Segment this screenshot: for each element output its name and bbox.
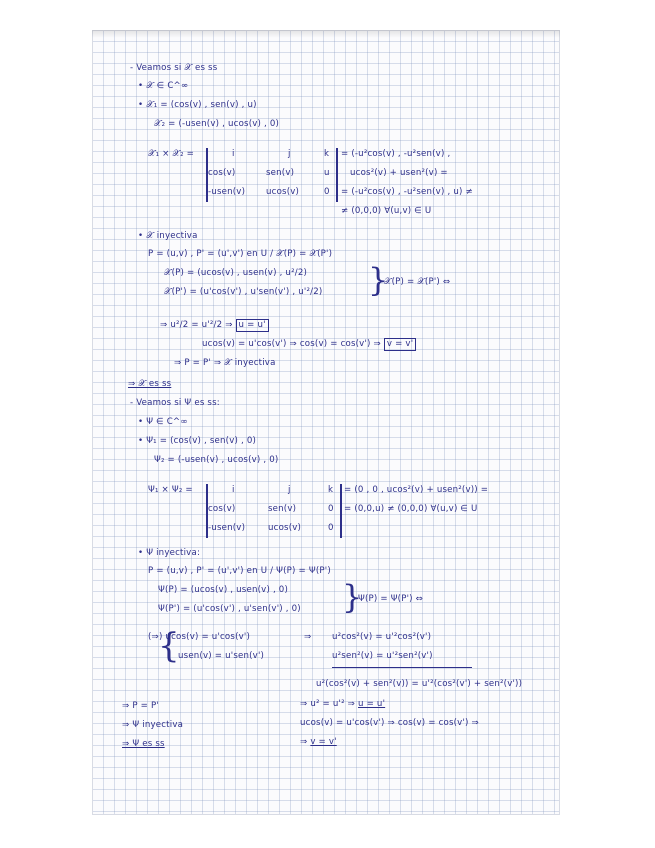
matrix2-r1c2: j — [288, 485, 291, 495]
section2-y1: • Ψ₁ = (cos(v) , sen(v) , 0) — [138, 436, 257, 446]
page-shadow — [92, 30, 560, 38]
section2-sum-rule — [332, 667, 472, 668]
matrix2-r3c3: 0 — [328, 523, 334, 533]
section1-u-line — [160, 317, 269, 333]
section2-eq-b: usen(v) = u'sen(v') — [178, 651, 265, 661]
section1-x1: • 𝒳₁ = (cos(v) , sen(v) , u) — [138, 100, 257, 110]
matrix2-r1c3: k — [328, 485, 334, 495]
section2-cross-lhs: Ψ₁ × Ψ₂ = — [148, 485, 193, 495]
section2-inj-title: • Ψ inyectiva: — [138, 548, 201, 558]
section2-conclusion-text: ⇒ Ψ es ss — [122, 739, 165, 749]
section2-uu-line — [300, 696, 385, 712]
matrix1-r1c2: j — [288, 149, 291, 159]
section2-y2: Ψ₂ = (-usen(v) , ucos(v) , 0) — [154, 455, 279, 465]
section2-p-def: P = (u,v) , P' = (u',v') en U / Ψ(P) = Ψ(P') — [148, 566, 331, 576]
section1-inj-title: • 𝒳 inyectiva — [138, 231, 198, 241]
section1-u-line-text: ⇒ u²/2 = u'²/2 ⇒ — [160, 320, 233, 330]
section2-pp: ⇒ P = P' — [122, 701, 159, 711]
section1-v-box: v = v' — [384, 338, 416, 351]
cross1-result-2: ucos²(v) + usen²(v) = — [350, 168, 448, 178]
notebook-page — [92, 30, 560, 815]
cross1-result-1: = (-u²cos(v) , -u²sen(v) , — [341, 149, 451, 159]
cross2-result-2: = (0,0,u) ≠ (0,0,0) ∀(u,v) ∈ U — [344, 504, 478, 514]
section1-x2: 𝒳₂ = (-usen(v) , ucos(v) , 0) — [154, 119, 280, 129]
section1-sys-right: 𝒳(P) = 𝒳(P') ⇔ — [384, 277, 451, 287]
section1-conclusion-text: ⇒ 𝒳 es ss — [128, 379, 172, 389]
scan-background — [0, 0, 92, 848]
section2-vv-text: ⇒ — [300, 737, 308, 747]
section2-class: • Ψ ∈ C^∞ — [138, 417, 188, 427]
matrix2-r1c1: i — [232, 485, 235, 495]
matrix1-r1c3: k — [324, 149, 330, 159]
matrix1-r3c1: -usen(v) — [208, 187, 246, 197]
section1-xp: 𝒳(P) = (ucos(v) , usen(v) , u²/2) — [164, 268, 308, 278]
section1-brace: } — [368, 261, 389, 299]
matrix1-right-bar — [336, 148, 338, 202]
matrix2-r2c1: cos(v) — [208, 504, 236, 514]
section2-vv-line — [300, 734, 337, 750]
section2-vv-result: v = v' — [310, 737, 337, 747]
section2-sys-right: Ψ(P) = Ψ(P') ⇔ — [358, 594, 424, 604]
section1-class: • 𝒳 ∈ C^∞ — [138, 81, 189, 91]
cross1-result-4: ≠ (0,0,0) ∀(u,v) ∈ U — [341, 206, 432, 216]
section2-left-brace: { — [158, 626, 180, 666]
section1-v-line — [202, 336, 416, 352]
section1-u-box: u = u' — [236, 319, 269, 332]
section1-cross-lhs: 𝒳₁ × 𝒳₂ = — [148, 149, 195, 159]
section2-uu-text: ⇒ u² = u'² ⇒ — [300, 699, 356, 709]
matrix1-r3c3: 0 — [324, 187, 330, 197]
section2-sq-a: u²cos²(v) = u'²cos²(v') — [332, 632, 432, 642]
section2-sum: u²(cos²(v) + sen²(v)) = u'²(cos²(v') + sen²(v')) — [316, 679, 523, 689]
matrix1-r2c1: cos(v) — [208, 168, 236, 178]
matrix2-right-bar — [340, 484, 342, 538]
matrix1-r3c2: ucos(v) — [266, 187, 300, 197]
section2-yp: Ψ(P) = (ucos(v) , usen(v) , 0) — [158, 585, 289, 595]
section2-brace: } — [342, 578, 363, 616]
section2-conclusion — [122, 736, 165, 752]
section2-eq-a: (⇒) ucos(v) = u'cos(v') — [148, 632, 251, 642]
section1-xpp: 𝒳(P') = (u'cos(v') , u'sen(v') , u'²/2) — [164, 287, 323, 297]
section2-title: - Veamos si Ψ es ss: — [130, 398, 220, 408]
section1-title: - Veamos si 𝒳 es ss — [130, 63, 218, 73]
section1-pp-line: ⇒ P = P' ⇒ 𝒳 inyectiva — [174, 358, 276, 368]
matrix2-r3c2: ucos(v) — [268, 523, 302, 533]
cross2-result-1: = (0 , 0 , ucos²(v) + usen²(v)) = — [344, 485, 489, 495]
matrix1-r1c1: i — [232, 149, 235, 159]
matrix2-r3c1: -usen(v) — [208, 523, 246, 533]
section2-sq-b: u²sen²(v) = u'²sen²(v') — [332, 651, 433, 661]
matrix2-r2c2: sen(v) — [268, 504, 297, 514]
section2-arrow: ⇒ — [304, 632, 312, 642]
section1-v-line-text: ucos(v) = u'cos(v') ⇒ cos(v) = cos(v') ⇒ — [202, 339, 381, 349]
matrix1-r2c3: u — [324, 168, 330, 178]
section2-cos-line: ucos(v) = u'cos(v') ⇒ cos(v) = cos(v') ⇒ — [300, 718, 479, 728]
section2-uu-result: u = u' — [358, 699, 386, 709]
section1-p-def: P = (u,v) , P' = (u',v') en U / 𝒳(P) = 𝒳(P') — [148, 249, 333, 259]
section1-conclusion — [128, 376, 171, 392]
matrix1-r2c2: sen(v) — [266, 168, 295, 178]
cross1-result-3: = (-u²cos(v) , -u²sen(v) , u) ≠ — [341, 187, 473, 197]
matrix2-r2c3: 0 — [328, 504, 334, 514]
section2-inj: ⇒ Ψ inyectiva — [122, 720, 184, 730]
section2-ypp: Ψ(P') = (u'cos(v') , u'sen(v') , 0) — [158, 604, 301, 614]
